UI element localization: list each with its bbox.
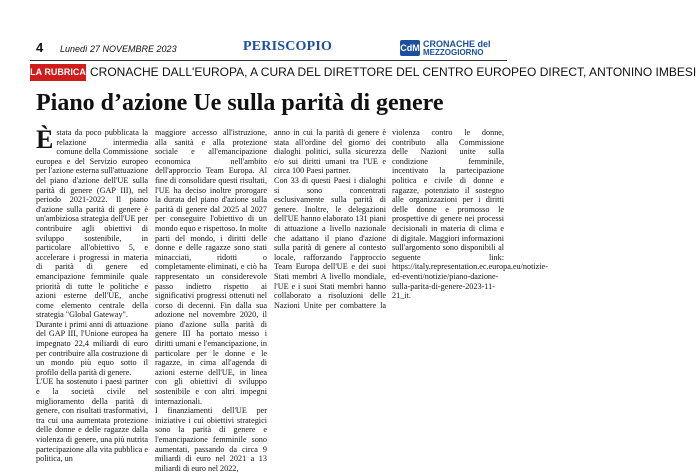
article-paragraph: anno in cui la parità di genere è stata all'ordine del giorno dei dialoghi politici, sulla sicurezza e/o sui diritti umani tra l'UE e circa 100 Paesi partner. (274, 128, 386, 176)
logo-badge-icon: CdM (400, 40, 420, 56)
rubrica-bar (30, 63, 696, 83)
article-column-2 (155, 128, 267, 473)
logo-line1: CRONACHE del (423, 39, 491, 49)
page-header (0, 0, 507, 62)
rubrica-text: CRONACHE DALL'EUROPA, A CURA DEL DIRETTORE DEL CENTRO EUROPEO DIRECT, ANTONINO IMBESI (90, 65, 696, 79)
page-number: 4 (36, 40, 44, 55)
article-paragraph: Durante i primi anni di attuazione del GAP III, l'Unione europea ha impegnato 22,4 miliardi di euro per contribuire alla costruzione di un mondo più equo sotto il profilo della parità di genere. (36, 319, 148, 377)
article-paragraph: L'UE ha sostenuto i paesi partner e la società civile nel miglioramento della parità di genere, con risultati trasformativi, tra cui una aumentata protezione delle donne e delle ragazze dalla violenza di genere, una più nutrita partecipazione alla vita pubblica e politica, un (36, 377, 148, 464)
article-paragraph (36, 125, 148, 320)
rubrica-tag: LA RUBRICA (30, 64, 86, 81)
paragraph-text: stata da poco pubblicata la relazione intermedia comune della Commissione europea e del Servizio europeo per l'azione esterna sull'attuazione del piano d'azione dell'UE sulla parità di genere (GAP III), nel periodo 2021-2022. Il piano d'azione sulla parità di genere è un'ambiziosa strategia dell'UE per contribuire agli obiettivi di sviluppo sostenibile, in particolare all'obiettivo 5, e accelerare i progressi in materia di parità di genere ed emancipazione femminile quale priorità di tutte le politiche e azioni esterne dell'UE, anche come elemento centrale della strategia "Global Gateway". (36, 128, 148, 320)
logo-line2: MEZZOGIORNO (423, 48, 484, 57)
article-paragraph: Con 33 di questi Paesi i dialoghi si sono concentrati esclusivamente sulla parità di genere. Inoltre, le delegazioni dell'UE hanno elaborato 131 piani di attuazione a livello nazionale che adattano il piano d'azione sulla parità di genere al contesto locale, rafforzando l'approccio Team Europa dell'UE e dei suoi Stati membri A livello mondiale, l'UE e i suoi Stati membri hanno collaborato a risoluzioni delle Nazioni Unite per combattere la violenza contro le donne, contributo alla Commissione delle Nazioni unite sulla condizione femminile, incentivato la partecipazione politica e civile di donne e ragazze, potenziato il sostegno alle organizzazioni per i diritti delle donne e promosso le prospettive di genere nei processi decisionali in materia di clima e di digitale. Maggiori informazioni sull'argomento sono disponibili al seguente link: https://italy.representation.ec.europa.eu/notizie-ed-eventi/notizie/piano-dazione-sulla-parita-di-genere-2023-11-21_it. (274, 128, 548, 310)
newspaper-logo (400, 38, 505, 58)
article-column-3 (274, 128, 548, 442)
dropcap: È (36, 125, 54, 154)
article-body (36, 125, 548, 473)
header-divider (30, 60, 507, 61)
article-headline: Piano d’azione Ue sulla parità di genere (36, 90, 444, 116)
article-paragraph: I finanziamenti dell'UE per iniziative i cui obiettivi strategici sono la parità di genere e l'emancipazione femminile sono aumentati, passando da circa 9 miliardi di euro nel 2021 a 13 miliardi di euro nel 2022, (155, 406, 267, 473)
issue-date: Lunedì 27 NOVEMBRE 2023 (60, 44, 177, 54)
section-title: PERISCOPIO (243, 39, 333, 54)
article-paragraph: maggiore accesso all'istruzione, alla sanità e alla protezione sociale e all'emancipazione economica nell'ambito dell'approccio Team Europa. Al fine di consolidare questi risultati, l'UE ha deciso inoltre prorogare la durata del piano d'azione sulla parità di genere dal 2025 al 2027 per conseguire l'obiettivo di un mondo equo e rispettoso. In molte parti del mondo, i diritti delle donne e delle ragazze sono stati minacciati, ridotti o completamente eliminati, e ciò ha rappresentato un considerevole passo indietro rispetto ai significativi progressi ottenuti nel corso di decenni. Fin dalla sua adozione nel novembre 2020, il piano d'azione sulla parità di genere III ha portato messo i diritti umani e l'emancipazione, in particolare per le donne e le ragazze, in cima all'agenda di azioni esterne dell'UE, in linea con gli obiettivi di sviluppo sostenibile e con altri impegni internazionali. (155, 128, 267, 406)
article-column-1 (36, 125, 148, 464)
